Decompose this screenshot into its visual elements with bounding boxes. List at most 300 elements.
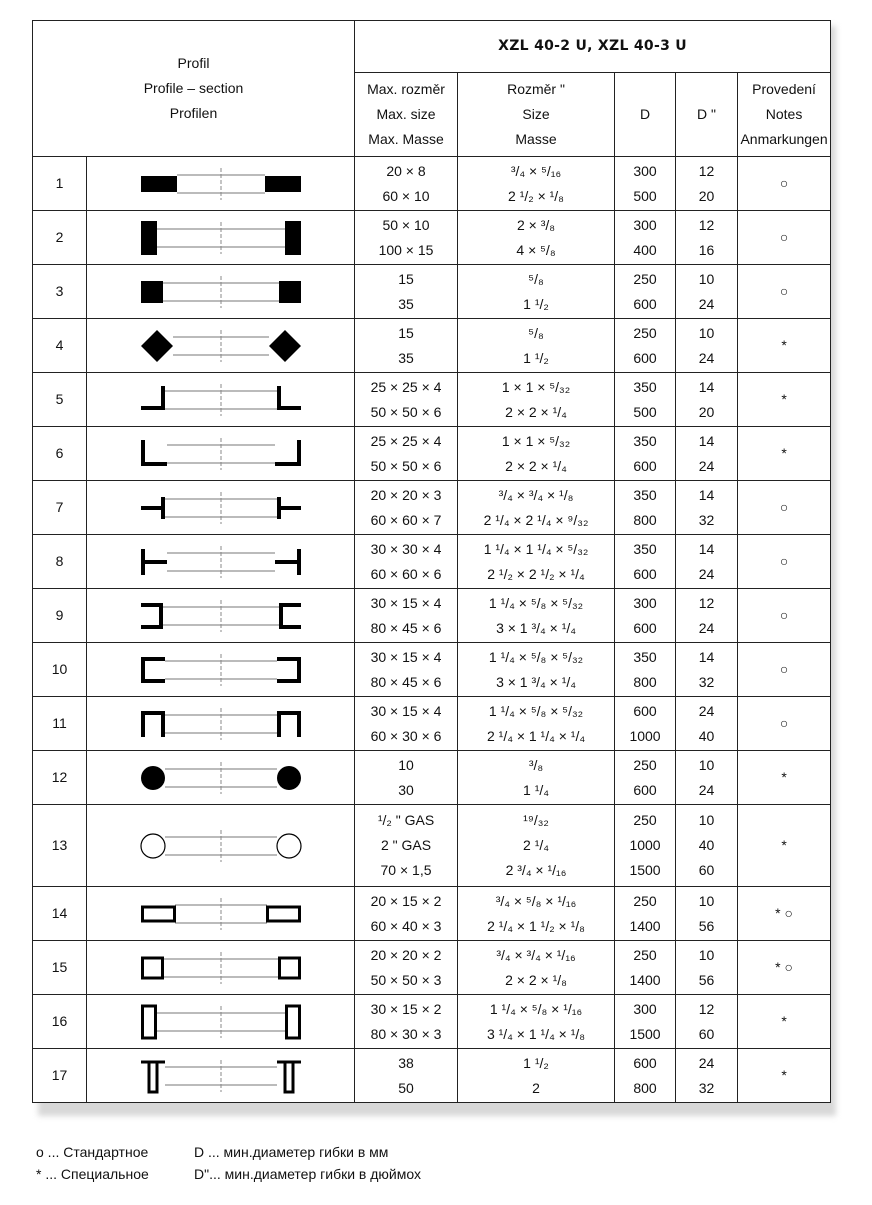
d-value: 250 — [633, 324, 657, 341]
max-size-cell — [355, 535, 458, 589]
notes-header — [738, 73, 831, 157]
size-inch-value: 3 × 1 ³/₄ × ¹/₄ — [496, 673, 576, 690]
d-inch-value: 24 — [698, 619, 715, 636]
size-inch-value: ³/₄ × ³/₄ × ¹/₁₆ — [496, 946, 576, 963]
d-header: D — [615, 73, 676, 157]
d-inch-value: 60 — [698, 1025, 715, 1042]
max-size-value: 25 × 25 × 4 — [370, 432, 442, 449]
d-value: 500 — [633, 187, 657, 204]
d-value: 800 — [633, 511, 657, 528]
max-size-value: 38 — [398, 1054, 414, 1071]
d-inch-value: 24 — [698, 457, 715, 474]
max-size-value: 20 × 20 × 3 — [370, 486, 442, 503]
max-size-header-line: Max. rozměr — [367, 81, 445, 97]
d-value: 600 — [633, 565, 657, 582]
d-value: 250 — [633, 756, 657, 773]
size-inch-value: ³/₈ — [528, 756, 544, 773]
note-cell — [738, 481, 831, 535]
size-inch-cell — [458, 697, 615, 751]
max-size-value: 60 × 10 — [382, 187, 430, 204]
max-size-value: 30 × 15 × 4 — [370, 648, 442, 665]
round-bar-icon — [121, 752, 321, 804]
row-number: 3 — [33, 265, 87, 319]
max-size-value: 70 × 1,5 — [380, 862, 432, 878]
max-size-value: 80 × 30 × 3 — [370, 1025, 442, 1042]
row-number: 6 — [33, 427, 87, 481]
d-cell — [615, 481, 676, 535]
legend-d-inch: D"... мин.диаметер гибки в дюймох — [194, 1166, 421, 1182]
max-size-header — [355, 73, 458, 157]
max-size-value: 35 — [398, 295, 414, 312]
profile-header — [33, 21, 355, 157]
d-inch-cell — [676, 589, 738, 643]
d-value: 300 — [633, 162, 657, 179]
d-value: 1000 — [629, 727, 661, 744]
d-inch-value: 60 — [698, 862, 715, 878]
max-size-value: 10 — [398, 756, 414, 773]
legend-row — [36, 1163, 421, 1185]
d-inch-cell — [676, 643, 738, 697]
max-size-cell — [355, 427, 458, 481]
diamond-bar-icon — [121, 320, 321, 372]
profile-cell — [87, 805, 355, 887]
profile-cell — [87, 427, 355, 481]
max-size-cell — [355, 751, 458, 805]
size-inch-value: 1 ¹/₄ × 1 ¹/₄ × ⁵/₃₂ — [483, 540, 589, 557]
d-cell — [615, 535, 676, 589]
table-row — [33, 427, 831, 481]
row-number: 15 — [33, 941, 87, 995]
size-inch-cell — [458, 805, 615, 887]
d-cell — [615, 211, 676, 265]
row-number: 16 — [33, 995, 87, 1049]
tee-outward-icon — [121, 482, 321, 534]
d-cell — [615, 427, 676, 481]
d-value: 350 — [633, 432, 657, 449]
d-value: 1000 — [629, 837, 661, 853]
max-size-cell — [355, 1049, 458, 1103]
d-inch-value: 12 — [698, 162, 715, 179]
size-inch-cell — [458, 427, 615, 481]
max-size-value: 60 × 40 × 3 — [370, 917, 442, 934]
d-inch-value: 10 — [698, 756, 715, 773]
d-value: 350 — [633, 378, 657, 395]
flat-bar-horizontal-icon — [121, 158, 321, 210]
profile-cell — [87, 1049, 355, 1103]
note-symbol: * — [781, 769, 787, 785]
note-cell — [738, 697, 831, 751]
max-size-value: 35 — [398, 349, 414, 366]
size-inch-header-line: Size — [522, 106, 550, 122]
d-value: 250 — [633, 946, 657, 963]
d-inch-value: 24 — [698, 702, 715, 719]
rect-tube-upright-icon — [121, 996, 321, 1048]
size-inch-value: 2 × ³/₈ — [516, 216, 556, 233]
d-inch-value: 32 — [698, 673, 715, 690]
row-number: 1 — [33, 157, 87, 211]
d-inch-value: 32 — [698, 1079, 715, 1096]
table-row — [33, 481, 831, 535]
d-value: 250 — [633, 812, 657, 828]
d-inch-value: 12 — [698, 216, 715, 233]
size-inch-value: 1 ¹/₄ — [523, 781, 549, 798]
d-value: 400 — [633, 241, 657, 258]
d-inch-value: 24 — [698, 565, 715, 582]
size-inch-value: ³/₄ × ⁵/₁₆ — [510, 162, 562, 179]
d-cell — [615, 589, 676, 643]
size-inch-header — [458, 73, 615, 157]
note-cell — [738, 941, 831, 995]
angle-outward-icon — [121, 374, 321, 426]
max-size-value: 2 " GAS — [380, 837, 432, 853]
flat-bar-vertical-icon — [121, 212, 321, 264]
note-symbol: ○ — [779, 607, 789, 623]
table-row — [33, 941, 831, 995]
profile-cell — [87, 941, 355, 995]
d-inch-value: 56 — [698, 971, 715, 988]
d-inch-value: 32 — [698, 511, 715, 528]
profile-cell — [87, 589, 355, 643]
d-value: 600 — [633, 1054, 657, 1071]
d-value: 600 — [633, 349, 657, 366]
row-number: 7 — [33, 481, 87, 535]
d-inch-cell — [676, 1049, 738, 1103]
size-inch-value: 2 ¹/₄ × 2 ¹/₄ × ⁹/₃₂ — [483, 511, 589, 528]
size-inch-value: 1 ¹/₂ — [523, 295, 549, 312]
note-symbol: ○ — [779, 661, 789, 677]
d-value: 600 — [633, 457, 657, 474]
d-inch-value: 24 — [698, 781, 715, 798]
profile-cell — [87, 535, 355, 589]
max-size-value: 60 × 60 × 6 — [370, 565, 442, 582]
d-value: 250 — [633, 270, 657, 287]
d-inch-value: 10 — [698, 946, 715, 963]
d-inch-value: 14 — [698, 432, 715, 449]
size-inch-cell — [458, 157, 615, 211]
size-inch-cell — [458, 941, 615, 995]
size-inch-header-line: Masse — [515, 131, 557, 147]
profile-cell — [87, 373, 355, 427]
legend-special: * ... Специальное — [36, 1166, 149, 1182]
size-inch-value: 1 ¹/₂ — [523, 349, 549, 366]
d-inch-value: 20 — [698, 403, 715, 420]
size-inch-value: 1 × 1 × ⁵/₃₂ — [501, 432, 571, 449]
note-cell — [738, 373, 831, 427]
size-inch-value: 2 ³/₄ × ¹/₁₆ — [505, 862, 567, 878]
d-cell — [615, 319, 676, 373]
note-cell — [738, 995, 831, 1049]
size-inch-value: ³/₄ × ³/₄ × ¹/₈ — [498, 486, 574, 503]
d-inch-value: 40 — [698, 837, 715, 853]
profile-cell — [87, 265, 355, 319]
d-cell — [615, 643, 676, 697]
max-size-value: 25 × 25 × 4 — [370, 378, 442, 395]
max-size-value: 80 × 45 × 6 — [370, 619, 442, 636]
d-inch-value: 40 — [698, 727, 715, 744]
note-symbol: ○ — [779, 229, 789, 245]
table-row — [33, 805, 831, 887]
table-row — [33, 995, 831, 1049]
size-inch-value: 1 ¹/₄ × ⁵/₈ × ¹/₁₆ — [489, 1000, 583, 1017]
max-size-header-line: Max. size — [376, 106, 436, 122]
d-value: 350 — [633, 540, 657, 557]
profile-cell — [87, 211, 355, 265]
note-cell — [738, 887, 831, 941]
angle-inward-icon — [121, 428, 321, 480]
table-row — [33, 589, 831, 643]
d-inch-value: 14 — [698, 540, 715, 557]
legend-d-mm: D ... мин.диаметер гибки в мм — [194, 1144, 389, 1160]
max-size-value: ¹/₂ " GAS — [377, 812, 435, 828]
max-size-cell — [355, 157, 458, 211]
d-inch-value: 12 — [698, 594, 715, 611]
profile-cell — [87, 643, 355, 697]
row-number: 5 — [33, 373, 87, 427]
d-inch-cell — [676, 427, 738, 481]
note-cell — [738, 265, 831, 319]
note-symbol: * — [781, 391, 787, 407]
d-cell — [615, 373, 676, 427]
table-row — [33, 535, 831, 589]
row-number: 2 — [33, 211, 87, 265]
note-cell — [738, 319, 831, 373]
d-cell — [615, 265, 676, 319]
max-size-value: 50 × 50 × 6 — [370, 403, 442, 420]
legend-row — [36, 1141, 421, 1163]
row-number: 12 — [33, 751, 87, 805]
max-size-value: 80 × 45 × 6 — [370, 673, 442, 690]
d-cell — [615, 1049, 676, 1103]
size-inch-value: 2 ¹/₂ × ¹/₈ — [508, 187, 564, 204]
d-value: 800 — [633, 1079, 657, 1096]
max-size-value: 50 × 50 × 6 — [370, 457, 442, 474]
row-number: 8 — [33, 535, 87, 589]
note-symbol: * ○ — [775, 905, 793, 921]
notes-header-line: Provedení — [752, 81, 816, 97]
d-value: 600 — [633, 295, 657, 312]
d-inch-value: 10 — [698, 270, 715, 287]
d-inch-value: 14 — [698, 486, 715, 503]
tee-flange-tube-icon — [121, 1050, 321, 1102]
max-size-value: 15 — [398, 270, 414, 287]
square-tube-icon — [121, 942, 321, 994]
size-inch-cell — [458, 211, 615, 265]
square-bar-icon — [121, 266, 321, 318]
size-inch-value: 2 × 2 × ¹/₄ — [505, 403, 567, 420]
size-inch-value: 2 × 2 × ¹/₄ — [505, 457, 567, 474]
size-inch-value: 1 ¹/₄ × ⁵/₈ × ⁵/₃₂ — [488, 594, 584, 611]
note-symbol: ○ — [779, 553, 789, 569]
note-symbol: ○ — [779, 499, 789, 515]
d-inch-cell — [676, 157, 738, 211]
max-size-cell — [355, 265, 458, 319]
max-size-cell — [355, 805, 458, 887]
max-size-value: 20 × 8 — [386, 162, 426, 179]
row-number: 9 — [33, 589, 87, 643]
max-size-value: 30 × 15 × 4 — [370, 702, 442, 719]
note-cell — [738, 157, 831, 211]
d-inch-value: 24 — [698, 349, 715, 366]
table-row — [33, 1049, 831, 1103]
d-value: 350 — [633, 648, 657, 665]
rect-tube-flat-icon — [121, 888, 321, 940]
d-value: 1500 — [629, 1025, 661, 1042]
d-inch-value: 14 — [698, 378, 715, 395]
size-inch-value: 2 ¹/₄ × 1 ¹/₂ × ¹/₈ — [487, 917, 585, 934]
d-value: 350 — [633, 486, 657, 503]
table-row — [33, 643, 831, 697]
d-value: 1400 — [629, 917, 661, 934]
max-size-cell — [355, 481, 458, 535]
size-inch-value: 3 × 1 ³/₄ × ¹/₄ — [496, 619, 576, 636]
max-size-value: 60 × 60 × 7 — [370, 511, 442, 528]
profile-header-line: Profile – section — [143, 80, 244, 96]
d-value: 1500 — [629, 862, 661, 878]
note-cell — [738, 211, 831, 265]
max-size-cell — [355, 373, 458, 427]
note-symbol: * ○ — [775, 959, 793, 975]
table-row — [33, 319, 831, 373]
max-size-cell — [355, 643, 458, 697]
max-size-value: 30 × 30 × 4 — [370, 540, 442, 557]
profile-cell — [87, 697, 355, 751]
table-row — [33, 887, 831, 941]
profile-cell — [87, 319, 355, 373]
d-inch-cell — [676, 373, 738, 427]
d-inch-cell — [676, 995, 738, 1049]
d-inch-cell — [676, 481, 738, 535]
profile-cell — [87, 481, 355, 535]
d-inch-value: 16 — [698, 241, 715, 258]
d-inch-cell — [676, 751, 738, 805]
size-inch-cell — [458, 265, 615, 319]
d-cell — [615, 995, 676, 1049]
size-inch-cell — [458, 751, 615, 805]
size-inch-value: 3 ¹/₄ × 1 ¹/₄ × ¹/₈ — [486, 1025, 586, 1042]
round-tube-icon — [121, 806, 321, 886]
d-value: 300 — [633, 216, 657, 233]
d-inch-cell — [676, 265, 738, 319]
max-size-value: 60 × 30 × 6 — [370, 727, 442, 744]
max-size-cell — [355, 211, 458, 265]
size-inch-header-line: Rozměr " — [507, 81, 565, 97]
max-size-value: 15 — [398, 324, 414, 341]
note-cell — [738, 805, 831, 887]
d-inch-value: 56 — [698, 917, 715, 934]
max-size-header-line: Max. Masse — [368, 131, 444, 147]
profile-header-line: Profil — [177, 55, 210, 71]
note-symbol: * — [781, 1013, 787, 1029]
max-size-cell — [355, 995, 458, 1049]
note-cell — [738, 535, 831, 589]
size-inch-value: 1 ¹/₂ — [523, 1054, 549, 1071]
d-inch-value: 20 — [698, 187, 715, 204]
note-symbol: ○ — [779, 175, 789, 191]
max-size-value: 30 × 15 × 2 — [370, 1000, 442, 1017]
size-inch-value: 2 ¹/₂ × 2 ¹/₂ × ¹/₄ — [487, 565, 585, 582]
d-value: 250 — [633, 892, 657, 909]
d-inch-header: D " — [676, 73, 738, 157]
row-number: 13 — [33, 805, 87, 887]
size-inch-cell — [458, 373, 615, 427]
profile-header-line: Profilen — [169, 105, 218, 121]
note-cell — [738, 751, 831, 805]
d-inch-value: 24 — [698, 295, 715, 312]
d-value: 1400 — [629, 971, 661, 988]
d-inch-cell — [676, 805, 738, 887]
profile-cell — [87, 887, 355, 941]
size-inch-value: 2 — [532, 1079, 540, 1096]
d-value: 600 — [633, 702, 657, 719]
size-inch-value: 1 × 1 × ⁵/₃₂ — [501, 378, 571, 395]
size-inch-cell — [458, 535, 615, 589]
note-cell — [738, 427, 831, 481]
max-size-value: 30 — [398, 781, 414, 798]
d-value: 300 — [633, 1000, 657, 1017]
d-inch-cell — [676, 697, 738, 751]
d-cell — [615, 697, 676, 751]
size-inch-value: 1 ¹/₄ × ⁵/₈ × ⁵/₃₂ — [488, 648, 584, 665]
size-inch-cell — [458, 481, 615, 535]
max-size-value: 100 × 15 — [378, 241, 434, 258]
size-inch-cell — [458, 589, 615, 643]
size-inch-value: 1 ¹/₄ × ⁵/₈ × ⁵/₃₂ — [488, 702, 584, 719]
max-size-cell — [355, 589, 458, 643]
notes-header-line: Anmarkungen — [740, 131, 828, 147]
size-inch-cell — [458, 887, 615, 941]
max-size-value: 20 × 20 × 2 — [370, 946, 442, 963]
d-inch-cell — [676, 319, 738, 373]
profile-cell — [87, 995, 355, 1049]
machine-title: XZL 40-2 U, XZL 40-3 U — [355, 21, 831, 73]
size-inch-value: ³/₄ × ⁵/₈ × ¹/₁₆ — [495, 892, 577, 909]
d-inch-value: 12 — [698, 1000, 715, 1017]
size-inch-value: ¹⁹/₃₂ — [523, 812, 549, 828]
d-inch-value: 24 — [698, 1054, 715, 1071]
channel-down-icon — [121, 698, 321, 750]
row-number: 17 — [33, 1049, 87, 1103]
d-inch-value: 14 — [698, 648, 715, 665]
d-value: 300 — [633, 594, 657, 611]
note-symbol: * — [781, 337, 787, 353]
d-cell — [615, 751, 676, 805]
d-inch-cell — [676, 941, 738, 995]
row-number: 11 — [33, 697, 87, 751]
channel-inward-icon — [121, 590, 321, 642]
d-value: 500 — [633, 403, 657, 420]
note-cell — [738, 589, 831, 643]
d-value: 800 — [633, 673, 657, 690]
bending-capacity-table — [32, 20, 831, 1103]
row-number: 14 — [33, 887, 87, 941]
d-inch-value: 10 — [698, 812, 715, 828]
row-number: 4 — [33, 319, 87, 373]
row-number: 10 — [33, 643, 87, 697]
d-inch-cell — [676, 211, 738, 265]
table-row — [33, 697, 831, 751]
d-inch-value: 10 — [698, 324, 715, 341]
table-row — [33, 751, 831, 805]
size-inch-value: 2 × 2 × ¹/₈ — [505, 971, 567, 988]
legend-standard: o ... Стандартное — [36, 1144, 149, 1160]
notes-header-line: Notes — [765, 106, 803, 122]
max-size-value: 50 × 10 — [382, 216, 430, 233]
d-cell — [615, 805, 676, 887]
max-size-value: 20 × 15 × 2 — [370, 892, 442, 909]
max-size-cell — [355, 941, 458, 995]
size-inch-cell — [458, 1049, 615, 1103]
table-row — [33, 211, 831, 265]
